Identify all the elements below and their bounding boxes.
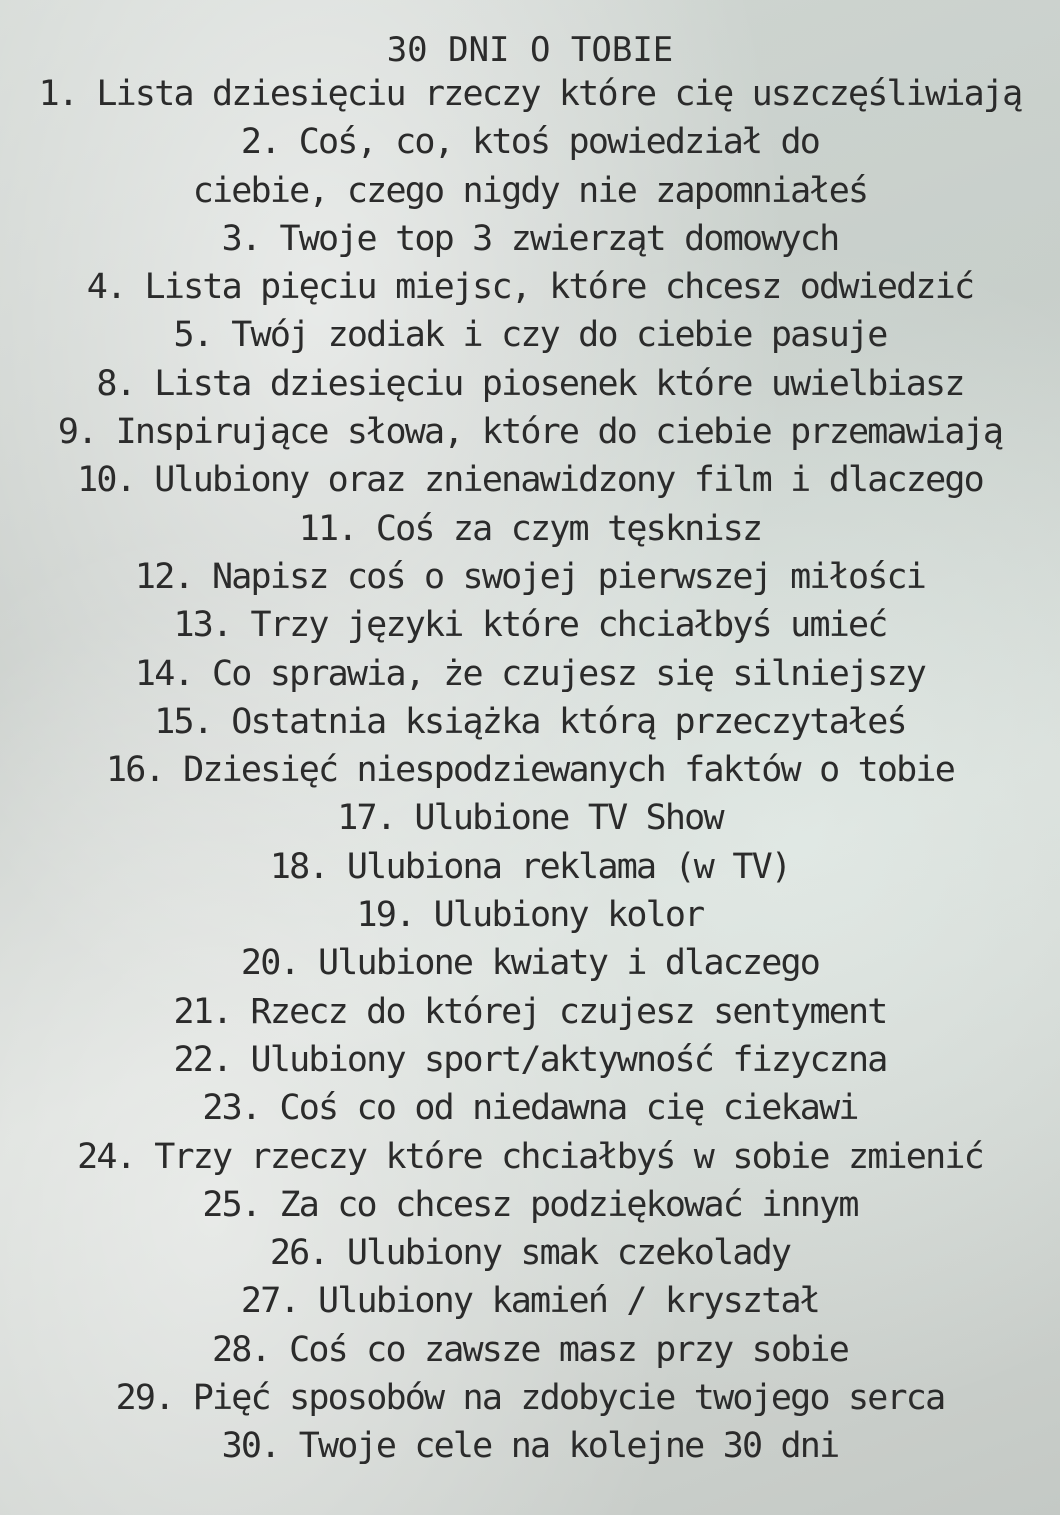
list-item: ciebie, czego nigdy nie zapomniałeś [192,170,868,211]
list-item: 26. Ulubiony smak czekolady [269,1233,791,1274]
list-item: 11. Coś za czym tęsknisz [298,508,762,549]
list-item: 12. Napisz coś o swojej pierwszej miłości [134,556,926,597]
list-item: 14. Co sprawia, że czujesz się silniejszy [134,653,926,694]
list-item: 3. Twoje top 3 zwierząt domowych [221,218,839,259]
list-item: 19. Ulubiony kolor [356,895,704,936]
list-item: 21. Rzecz do której czujesz sentyment [173,991,887,1032]
list-item: 27. Ulubiony kamień / kryształ [240,1281,820,1322]
list-item: 18. Ulubiona reklama (w TV) [269,846,791,887]
list-item: 25. Za co chcesz podziękować innym [202,1184,858,1225]
list-item: 29. Pięć sposobów na zdobycie twojego serca [115,1378,945,1419]
list-item: 16. Dziesięć niespodziewanych faktów o tobie [106,750,954,791]
list-item: 10. Ulubiony oraz znienawidzony film i dlaczego [77,460,983,501]
list-item: 23. Coś co od niedawna cię ciekawi [202,1088,858,1129]
question-list [0,30,1060,1471]
list-item: 8. Lista dziesięciu piosenek które uwielbiasz [96,363,964,404]
list-item: 9. Inspirujące słowa, które do ciebie przemawiają [57,412,1003,453]
list-item: 4. Lista pięciu miejsc, które chcesz odwiedzić [86,267,974,308]
list-item: 28. Coś co zawsze masz przy sobie [212,1329,848,1370]
list-item: 5. Twój zodiak i czy do ciebie pasuje [173,315,887,356]
list-item: 22. Ulubiony sport/aktywność fizyczna [173,1039,887,1080]
list-item: 17. Ulubione TV Show [337,798,723,839]
list-item: 24. Trzy rzeczy które chciałbyś w sobie zmienić [77,1136,983,1177]
list-item: 30. Twoje cele na kolejne 30 dni [221,1426,839,1467]
list-item: 2. Coś, co, ktoś powiedział do [240,122,820,163]
list-item: 20. Ulubione kwiaty i dlaczego [240,943,820,984]
list-item: 1. Lista dziesięciu rzeczy które cię uszczęśliwiają [38,74,1022,114]
list-item: 15. Ostatnia książka którą przeczytałeś [154,701,906,742]
list-item: 13. Trzy języki które chciałbyś umieć [173,605,887,646]
page-title: 30 DNI O TOBIE [386,30,674,70]
